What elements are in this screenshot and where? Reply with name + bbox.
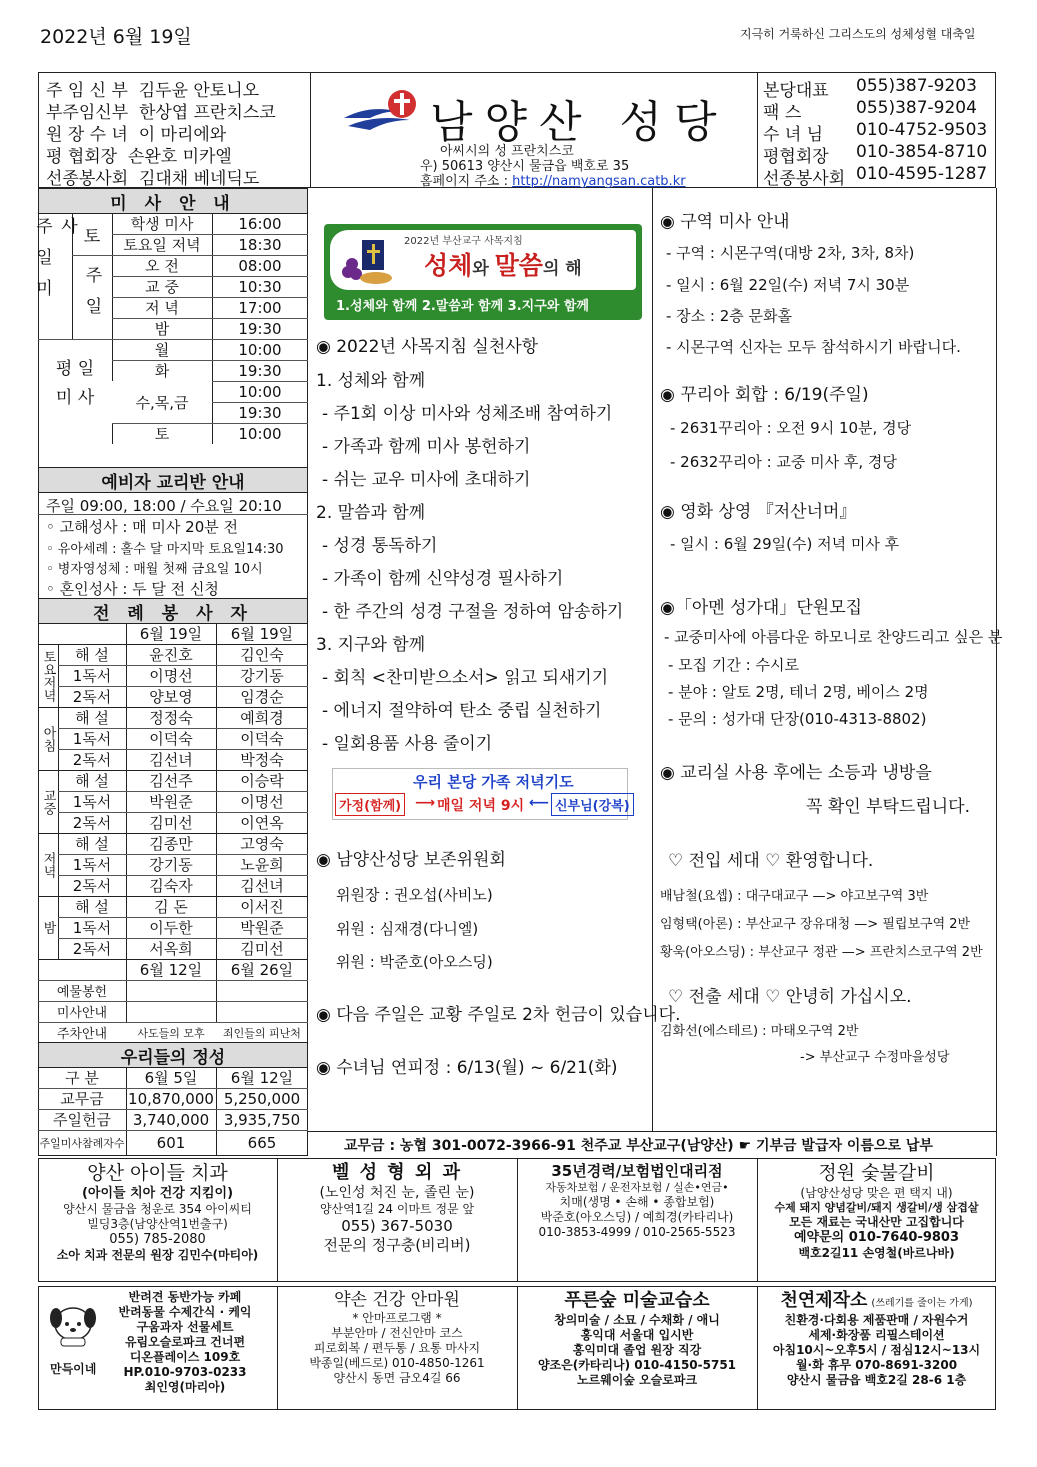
clergy-name: 이 마리에와 (138, 125, 227, 145)
offering-cell: 10,870,000 (128, 1089, 214, 1108)
weekday-day: 월 (154, 341, 170, 359)
bread-wine-icon (336, 234, 396, 286)
ad-block (96, 1290, 274, 1395)
servers-name: 김선주 (149, 772, 193, 790)
servers-extra-value: 사도들의 모후 (137, 1026, 205, 1040)
banner-sub: 1.성체와 함께 2.말씀과 함께 3.지구와 함께 (336, 299, 589, 314)
prayer-left: 가정(함께) (335, 793, 405, 816)
servers-extra-role: 주차안내 (56, 1027, 108, 1042)
offering-cell: 601 (156, 1134, 186, 1152)
ad-line: * 안마프로그램 * (352, 1311, 442, 1326)
weekday-time: 10:00 (238, 424, 282, 443)
ad-line: 박준호(아오스딩) / 예희경(카타리나) (540, 1209, 734, 1224)
clergy-name: 손완호 미카엘 (127, 147, 232, 167)
banner-top: 2022년 부산교구 사목지침 (404, 236, 523, 247)
contact-label: 평협회장 (763, 147, 829, 167)
ad-line: 디온플레이스 109호 (129, 1350, 241, 1364)
servers-name: 이두한 (149, 919, 193, 937)
move-in-item: 황욱(아오스딩) : 부산교구 정관 —> 프란치스코구역 2반 (660, 945, 983, 960)
church-name: 남양산 성당 (430, 97, 729, 148)
prayer-right: 신부님(강복) (551, 793, 634, 816)
ad-line: 치매(생명 • 손해 • 종합보험) (559, 1194, 715, 1209)
ad-subtitle: (쓰레기를 줄이는 가게) (871, 1298, 973, 1309)
servers-name: 정정숙 (149, 709, 193, 727)
offering-cell: 3,740,000 (132, 1110, 210, 1129)
ad-line: 약손 건강 안마원 (334, 1290, 460, 1310)
contact-value: 010-4595-1287 (856, 164, 988, 184)
district-title: ◉ 구역 미사 안내 (660, 212, 790, 232)
servers-group-label: 저녁 (40, 851, 56, 878)
catechumen-schedule: 주일 09:00, 18:00 / 수요일 20:10 (46, 497, 282, 515)
banner-word: 와 (472, 259, 495, 279)
servers-name: 이덕숙 (240, 730, 284, 748)
servers-role: 2독서 (72, 940, 112, 958)
ad-line: 빌딩3층(남양산역1번출구) (87, 1217, 228, 1231)
move-in-title: ♡ 전입 세대 ♡ 환영합니다. (668, 851, 874, 871)
ad-line: 소아 치과 전문의 원장 김민수(마티아) (56, 1248, 259, 1263)
mass-name: 밤 (154, 320, 170, 338)
servers-name: 박원준 (240, 919, 284, 937)
notice-item: - 일시 : 6월 29일(수) 저녁 미사 후 (670, 535, 900, 553)
offering-cell: 주일헌금 (53, 1111, 111, 1129)
pastoral-item: - 한 주간의 성경 구절을 정하여 암송하기 (322, 602, 624, 622)
servers-role: 1독서 (72, 667, 112, 685)
notice-item: - 교중미사에 아름다운 하모니로 찬양드리고 싶은 분 (664, 628, 1003, 646)
servers-name: 고영숙 (240, 835, 284, 853)
move-out-item: -> 부산교구 수정마을성당 (800, 1050, 950, 1065)
servers-group-label: 밤 (40, 921, 56, 934)
contact-label: 선종봉사회 (763, 169, 846, 189)
clergy-name: 김두윤 안토니오 (138, 81, 260, 101)
move-out-title: ♡ 전출 세대 ♡ 안녕히 가십시오. (668, 987, 912, 1007)
servers-extra-value (126, 980, 216, 1001)
weekday-time: 10:00 (238, 382, 282, 401)
banner-word: 성체 (424, 251, 473, 280)
curia-title: ◉ 꾸리아 회합 : 6/19(주일) (660, 385, 869, 405)
offering-cell: 5,250,000 (223, 1089, 301, 1108)
servers-name: 박정숙 (240, 751, 284, 769)
church-patron: 아씨시의 성 프란치스코 (440, 144, 574, 159)
clergy-role: 주 임 신 부 (46, 81, 128, 101)
servers-role: 2독서 (72, 688, 112, 706)
contact-value: 055)387-9204 (856, 98, 977, 118)
ad-line: 055) 785-2080 (109, 1232, 206, 1247)
ad-line: 세제·화장품 리필스테이션 (808, 1327, 945, 1342)
committee-member: 위원 : 박준호(아오스딩) (336, 953, 493, 971)
ad-line: 수제 돼지 양념갈비/돼지 생갈비/생 삼겹살 (774, 1200, 979, 1214)
ad-line: 피로회복 / 편두통 / 요통 마사지 (313, 1341, 481, 1356)
ad-line: 유림오슬로파크 건너편 (124, 1335, 246, 1349)
mass-sunday-label: 주일미사 (32, 217, 77, 310)
notice-item: - 장소 : 2층 문화홀 (666, 307, 793, 325)
bulletin-date: 2022년 6월 19일 (40, 26, 192, 48)
servers-name: 김미선 (149, 814, 193, 832)
servers-col-header: 6월 26일 (230, 961, 294, 979)
pastoral-item: - 가족이 함께 신약성경 필사하기 (322, 569, 564, 589)
servers-role: 2독서 (72, 814, 112, 832)
servers-role: 1독서 (72, 856, 112, 874)
ad-line: 푸른숲 미술교습소 (564, 1290, 710, 1311)
sacrament-item: ◦ 유아세례 : 홀수 달 마지막 토요일14:30 (46, 542, 284, 557)
clergy-role: 선종봉사회 (46, 169, 129, 189)
clergy-role: 원 장 수 녀 (46, 125, 128, 145)
mass-name: 교 중 (145, 278, 179, 296)
ad-line: (아이들 치아 건강 지킴이) (81, 1185, 234, 1201)
servers-name: 김선녀 (149, 751, 193, 769)
ad-line: 홍익미대 졸업 원장 직강 (572, 1342, 702, 1357)
banner-word: 말씀 (494, 251, 543, 280)
servers-role: 1독서 (72, 730, 112, 748)
notice-item: - 문의 : 성가대 단장(010-4313-8802) (668, 710, 927, 728)
ad-block (757, 1290, 996, 1388)
ad-line: (노인성 처진 눈, 졸린 눈) (319, 1184, 475, 1201)
offering-cell: 교무금 (60, 1090, 104, 1108)
notice-item: - 2632꾸리아 : 교중 미사 후, 경당 (670, 453, 897, 471)
ad-line: (남양산성당 맞은 편 택지 내) (800, 1185, 953, 1200)
sacrament-item: ◦ 고해성사 : 매 미사 20분 전 (46, 518, 239, 536)
servers-role: 2독서 (72, 751, 112, 769)
ad-line: 노르웨이숲 오슬로파크 (576, 1372, 698, 1387)
servers-group-label: 교중 (40, 788, 56, 815)
clergy-role: 부주임신부 (46, 103, 129, 123)
ad-line: 양산시 물금읍 백호2길 28-6 1층 (786, 1372, 967, 1387)
clergy-name: 한상엽 프란치스코 (138, 103, 276, 123)
servers-col-header: 6월 19일 (230, 625, 294, 643)
ad-line: 벨 성 형 외 과 (331, 1162, 462, 1183)
catechumen-title: 예비자 교리반 안내 (39, 468, 307, 492)
servers-name: 김숙자 (149, 877, 193, 895)
weekday-time: 19:30 (238, 403, 282, 422)
ad-title-row (757, 1290, 996, 1313)
servers-role: 1독서 (72, 919, 112, 937)
pastoral-head: 3. 지구와 함께 (316, 635, 426, 655)
contact-value: 055)387-9203 (856, 76, 977, 96)
notice-item: - 모집 기간 : 수시로 (668, 656, 799, 674)
ad-line: 부분안마 / 전신안마 코스 (331, 1326, 463, 1341)
evening-prayer-box: 우리 본당 가족 저녁기도 가정(함께) ⟶ 매일 저녁 9시 ⟵ 신부님(강복) (332, 768, 628, 820)
servers-col-header: 6월 12일 (139, 961, 203, 979)
classroom-notice: 꼭 확인 부탁드립니다. (806, 797, 971, 817)
servers-name: 김인숙 (240, 646, 284, 664)
movie-title: ◉ 영화 상영 『저산너머』 (660, 502, 857, 522)
servers-extra-value: 죄인들의 피난처 (223, 1026, 301, 1040)
mass-time: 19:30 (238, 319, 282, 338)
ad-line: 전문의 정구충(비리버) (323, 1235, 471, 1254)
servers-role: 2독서 (72, 877, 112, 895)
servers-group-label: 아침 (40, 725, 56, 752)
ad-line: 010-3853-4999 / 010-2565-5523 (538, 1224, 736, 1239)
servers-name: 김미선 (240, 940, 284, 958)
ad-block (517, 1290, 757, 1388)
classroom-notice: ◉ 교리실 사용 후에는 소등과 냉방을 (660, 763, 932, 783)
servers-role: 해 설 (75, 772, 109, 790)
clergy-role: 평 협회장 (46, 147, 118, 167)
ad-block (517, 1162, 757, 1240)
ad-line: 반려견 동반가능 카페 (128, 1290, 242, 1304)
servers-extra-role: 예물봉헌 (56, 985, 108, 1000)
homepage-link[interactable]: http://namyangsan.catb.kr (512, 174, 686, 189)
servers-name: 이서진 (240, 898, 284, 916)
ad-block (757, 1162, 996, 1261)
mass-time: 10:30 (238, 277, 282, 296)
church-address: 우) 50613 양산시 물금읍 백호로 35 (420, 159, 630, 174)
ad-line: 친환경·다회용 제품판매 / 자원수거 (784, 1312, 969, 1327)
committee-member: 위원 : 심재경(다니엘) (336, 920, 479, 938)
servers-name: 예희경 (240, 709, 284, 727)
contact-value: 010-3854-8710 (856, 142, 988, 162)
committee-member: 위원장 : 권오섭(사비노) (336, 886, 493, 904)
ad-line: 아침10시~오후5시 / 점심12시~13시 (772, 1342, 981, 1357)
ad-line: 예약문의 010-7640-9803 (793, 1229, 960, 1245)
prayer-title: 우리 본당 가족 저녁기도 (413, 773, 574, 791)
servers-extra-role: 미사안내 (56, 1006, 108, 1021)
weekday-day: 수,목,금 (112, 381, 212, 423)
preservation-title: ◉ 남양산성당 보존위원회 (316, 850, 506, 870)
pastoral-item: - 성경 통독하기 (322, 536, 438, 556)
pastoral-head: 1. 성체와 함께 (316, 371, 426, 391)
dog-cafe-logo-text: 만득이네 (50, 1362, 97, 1376)
servers-name: 이덕숙 (149, 730, 193, 748)
mass-time: 17:00 (238, 298, 282, 317)
contact-label: 본당대표 (763, 81, 829, 101)
notice-item: - 2631꾸리아 : 오전 9시 10분, 경당 (670, 419, 912, 437)
servers-name: 양보영 (149, 688, 193, 706)
notice-item: - 일시 : 6월 22일(수) 저녁 7시 30분 (666, 276, 910, 294)
weekday-time: 19:30 (238, 361, 282, 380)
offering-header: 6월 12일 (230, 1069, 294, 1087)
servers-role: 해 설 (75, 898, 109, 916)
ad-line: 월·화 휴무 070-8691-3200 (795, 1357, 958, 1372)
offering-cell: 665 (247, 1134, 277, 1152)
collection-notice: ◉ 다음 주일은 교황 주일로 2차 헌금이 있습니다. (316, 1005, 681, 1025)
mass-sat-label: 토 (83, 226, 101, 247)
church-logo-icon (340, 84, 430, 144)
mass-title: 미 사 안 내 (39, 189, 307, 213)
clergy-name: 김대채 베네딕도 (138, 169, 260, 189)
choir-title: ◉「아멘 성가대」단원모집 (660, 598, 863, 618)
pastoral-item: - 쉬는 교우 미사에 초대하기 (322, 470, 531, 490)
ad-line: 양산시 동면 금오4길 66 (333, 1371, 461, 1386)
year-theme-banner (324, 224, 642, 320)
ad-line: 양산역1길 24 이마트 정문 앞 (319, 1202, 475, 1216)
move-in-item: 임형택(아론) : 부산교구 장유대청 —> 필립보구역 2반 (660, 917, 971, 932)
pastoral-item: - 에너지 절약하여 탄소 중립 실천하기 (322, 701, 602, 721)
offering-title: 우리들의 정성 (39, 1043, 307, 1067)
servers-extra-value (216, 980, 308, 1001)
mass-time: 08:00 (238, 256, 282, 275)
servers-name: 김종만 (149, 835, 193, 853)
ad-line: 천연제작소 (780, 1290, 868, 1311)
ad-line: HP.010-9703-0233 (123, 1365, 247, 1379)
ad-line: 양산 아이들 치과 (87, 1162, 228, 1184)
homepage-label: 홈페이지 주소 : (420, 174, 508, 189)
servers-role: 해 설 (75, 709, 109, 727)
mass-name: 저 녁 (145, 299, 179, 317)
weekday-label: 평 일 (55, 358, 95, 379)
contact-label: 팩 스 (763, 103, 802, 123)
offering-cell: 주일미사참례자수 (39, 1136, 125, 1150)
servers-title: 전 례 봉 사 자 (39, 599, 307, 623)
mass-time: 18:30 (238, 235, 282, 254)
ad-line: 자동차보험 / 운전자보험 / 실손•연금• (545, 1180, 729, 1194)
mass-name: 오 전 (145, 257, 179, 275)
weekday-day: 화 (154, 362, 170, 380)
ad-line: 35년경력/보험법인대리점 (551, 1162, 723, 1180)
weekday-label: 미 사 (55, 388, 95, 409)
servers-name: 이명선 (240, 793, 284, 811)
servers-name: 윤진호 (149, 646, 193, 664)
ad-line: 정원 숯불갈비 (818, 1162, 935, 1184)
servers-name: 임경순 (240, 688, 284, 706)
pastoral-item: - 회칙 <찬미받으소서> 읽고 되새기기 (322, 668, 609, 688)
move-out-item: 김화선(에스테르) : 마태오구역 2반 (660, 1024, 859, 1039)
ad-line: 양조은(카타리나) 010-4150-5751 (537, 1357, 737, 1372)
ad-line: 모든 재료는 국내산만 고집합니다 (789, 1214, 964, 1229)
ad-line: 홍익대 서울대 입시반 (580, 1327, 694, 1342)
servers-name: 이명선 (149, 667, 193, 685)
move-in-item: 배남철(요셉) : 대구대교구 —> 야고보구역 3반 (660, 889, 929, 904)
contact-value: 010-4752-9503 (856, 120, 988, 140)
mass-name: 학생 미사 (130, 215, 194, 233)
pastoral-head: 2. 말씀과 함께 (316, 503, 426, 523)
ad-line: 최인영(마리아) (144, 1380, 226, 1394)
pastoral-title: ◉ 2022년 사목지침 실천사항 (316, 337, 539, 357)
notice-item: - 시몬구역 신자는 모두 참석하시기 바랍니다. (666, 338, 961, 356)
ad-block (277, 1290, 517, 1386)
ad-line: 창의미술 / 소묘 / 수채화 / 애니 (554, 1312, 720, 1327)
weekday-time: 10:00 (238, 340, 282, 359)
offering-cell: 3,935,750 (223, 1110, 301, 1129)
pastoral-item: - 주1회 이상 미사와 성체조배 참여하기 (322, 404, 613, 424)
servers-role: 해 설 (75, 835, 109, 853)
pastoral-item: - 일회용품 사용 줄이기 (322, 734, 493, 754)
ad-line: 백호2길11 손영철(바르나바) (798, 1245, 955, 1260)
mass-sun-label: 주일 (81, 266, 102, 328)
servers-name: 강기동 (149, 856, 193, 874)
ad-block (38, 1162, 277, 1263)
servers-name: 김 돈 (154, 898, 188, 916)
notice-item: - 분야 : 알토 2명, 테너 2명, 베이스 2명 (668, 683, 929, 701)
servers-extra-value (126, 1001, 216, 1022)
mass-name: 토요일 저녁 (123, 236, 201, 254)
ad-line: 양산시 물금읍 청운로 354 아이씨티 (63, 1202, 252, 1216)
weekday-day: 토 (154, 425, 170, 443)
servers-col-header: 6월 19일 (139, 625, 203, 643)
sacrament-item: ◦ 병자영성체 : 매월 첫째 금요일 10시 (46, 562, 263, 577)
pastoral-item: - 가족과 함께 미사 봉헌하기 (322, 437, 531, 457)
servers-name: 강기동 (240, 667, 284, 685)
ad-line: 구움과자 선물세트 (136, 1320, 234, 1334)
contact-label: 수 녀 님 (763, 125, 824, 145)
servers-name: 박원준 (149, 793, 193, 811)
offering-account: 교무금 : 농협 301-0072-3966-91 천주교 부산교구(남양산) ☛ 기부금 발급자 이름으로 납부 (344, 1138, 933, 1154)
notice-item: - 구역 : 시몬구역(대방 2차, 3차, 8차) (666, 244, 915, 262)
mass-time: 16:00 (238, 214, 282, 233)
servers-name: 노윤희 (240, 856, 284, 874)
servers-extra-value (216, 1001, 308, 1022)
ad-line: 반려동물 수제간식 · 케익 (118, 1305, 252, 1319)
nun-retreat-notice: ◉ 수녀님 연피정 : 6/13(월) ~ 6/21(화) (316, 1058, 618, 1078)
ad-block (277, 1162, 517, 1255)
sacrament-item: ◦ 혼인성사 : 두 달 전 신청 (46, 580, 219, 598)
offering-header: 6월 5일 (144, 1069, 198, 1087)
ad-line: 박종일(베드로) 010-4850-1261 (309, 1356, 485, 1371)
offering-header: 구 분 (65, 1069, 99, 1087)
feast-title: 지극히 거룩하신 그리스도의 성체성혈 대축일 (740, 27, 976, 41)
ad-line: 055) 367-5030 (341, 1217, 453, 1235)
servers-role: 1독서 (72, 793, 112, 811)
servers-name: 이승락 (240, 772, 284, 790)
servers-name: 김선녀 (240, 877, 284, 895)
banner-word: 의 해 (542, 259, 582, 279)
servers-name: 서옥희 (149, 940, 193, 958)
prayer-middle: 매일 저녁 9시 (437, 798, 525, 814)
servers-group-label: 토요저녁 (40, 649, 56, 702)
servers-role: 해 설 (75, 646, 109, 664)
servers-name: 이연옥 (240, 814, 284, 832)
